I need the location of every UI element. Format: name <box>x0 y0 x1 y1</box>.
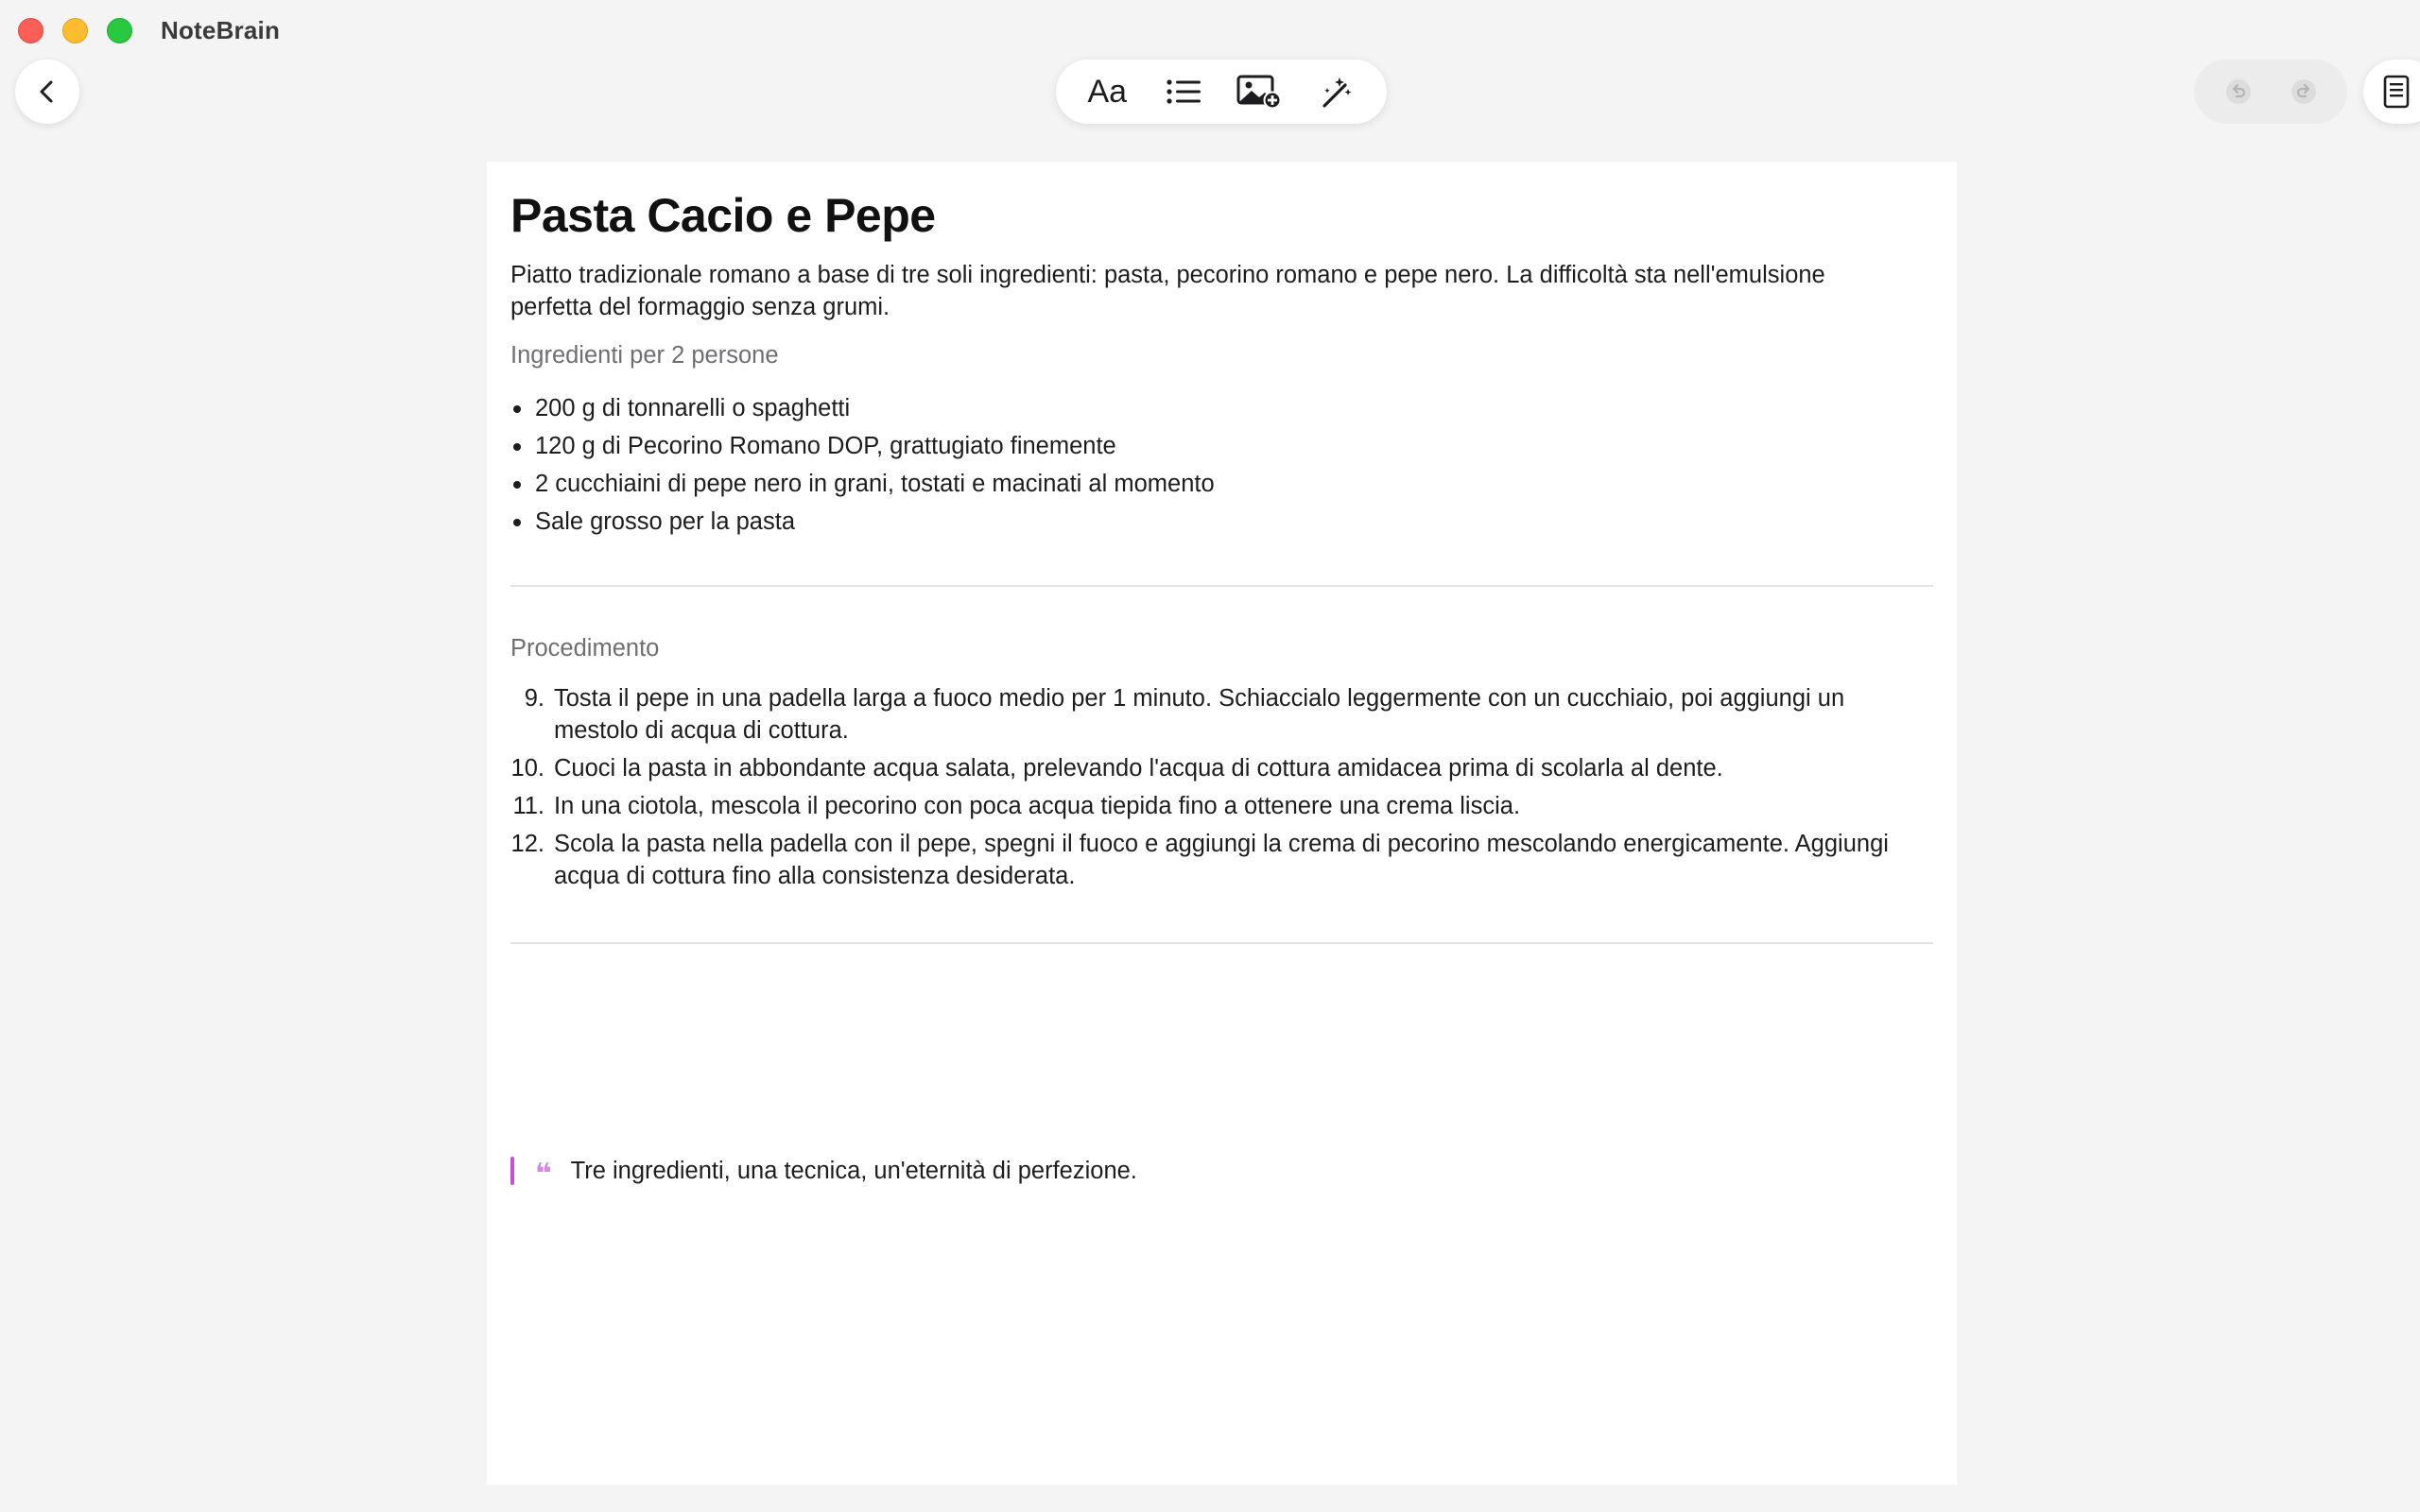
note-intro[interactable]: Piatto tradizionale romano a base di tre soli ingredienti: pasta, pecorino romano e pepe nero. La difficoltà sta nell'emulsione perfetta del formaggio senza grumi. <box>510 262 1825 320</box>
quote-text: Tre ingredienti, una tecnica, un'eternità di perfezione. <box>570 1157 1137 1184</box>
toggle-sidebar-button[interactable] <box>2363 60 2420 124</box>
step-item[interactable] <box>510 752 1933 784</box>
insert-image-button[interactable] <box>1229 67 1289 116</box>
step-number: 12. <box>510 831 544 857</box>
minimize-window-button[interactable] <box>62 18 88 43</box>
ingredients-heading[interactable]: Ingredienti per 2 persone <box>510 342 779 369</box>
undo-icon <box>2224 77 2253 106</box>
step-text: In una ciotola, mescola il pecorino con poca acqua tiepida fino a ottenere una crema liscia. <box>554 793 1521 819</box>
step-text: Scola la pasta nella padella con il pepe, spegni il fuoco e aggiungi la crema di pecorino mescolando energicamente. Aggiungi acqua di cottura fino alla consistenza desiderata. <box>554 831 1889 889</box>
blockquote[interactable] <box>510 1157 1137 1190</box>
step-text: Cuoci la pasta in abbondante acqua salata, prelevando l'acqua di cottura amidacea prima di scolarla al dente. <box>554 755 1723 782</box>
list-item[interactable]: 200 g di tonnarelli o spaghetti <box>510 389 1215 427</box>
note-title[interactable]: Pasta Cacio e Pepe <box>510 189 936 242</box>
redo-icon <box>2290 77 2318 106</box>
divider <box>510 585 1933 587</box>
step-text: Tosta il pepe in una padella larga a fuoco medio per 1 minuto. Schiaccialo leggermente con un cucchiaio, poi aggiungi un mestolo di acqua di cottura. <box>554 685 1845 744</box>
insert-image-icon <box>1236 75 1282 109</box>
step-number: 9. <box>524 685 544 712</box>
quote-bar <box>510 1157 514 1185</box>
note-page[interactable] <box>487 162 1957 1485</box>
quote-mark-icon: ❝ <box>535 1159 552 1190</box>
divider <box>510 942 1933 944</box>
text-format-button[interactable] <box>1077 67 1137 116</box>
ingredients-list <box>510 389 1215 541</box>
window-controls <box>18 18 132 43</box>
chevron-left-icon <box>34 78 60 105</box>
back-button[interactable] <box>15 60 79 124</box>
step-item[interactable] <box>510 790 1933 822</box>
maximize-window-button[interactable] <box>107 18 132 43</box>
list-item[interactable]: 120 g di Pecorino Romano DOP, grattugiato finemente <box>510 427 1215 465</box>
list-item[interactable]: 2 cucchiaini di pepe nero in grani, tostati e macinati al momento <box>510 465 1215 503</box>
list-icon <box>1166 77 1201 106</box>
steps-list <box>510 682 1933 898</box>
step-number: 11. <box>512 793 544 819</box>
formatting-toolbar <box>1056 60 1387 124</box>
sidebar-panel-icon <box>2382 75 2411 109</box>
list-button[interactable] <box>1153 67 1214 116</box>
app-title: NoteBrain <box>161 16 281 44</box>
close-window-button[interactable] <box>18 18 43 43</box>
undo-redo-group <box>2194 60 2347 124</box>
step-number: 10. <box>510 755 544 782</box>
redo-button[interactable] <box>2280 68 2327 115</box>
step-item[interactable] <box>510 828 1933 892</box>
ai-assist-button[interactable] <box>1305 67 1366 116</box>
undo-button[interactable] <box>2215 68 2262 115</box>
step-item[interactable] <box>510 682 1933 747</box>
steps-heading[interactable]: Procedimento <box>510 635 660 662</box>
text-format-icon: Aa <box>1087 73 1128 110</box>
magic-wand-icon <box>1319 75 1353 109</box>
list-item[interactable]: Sale grosso per la pasta <box>510 503 1215 541</box>
